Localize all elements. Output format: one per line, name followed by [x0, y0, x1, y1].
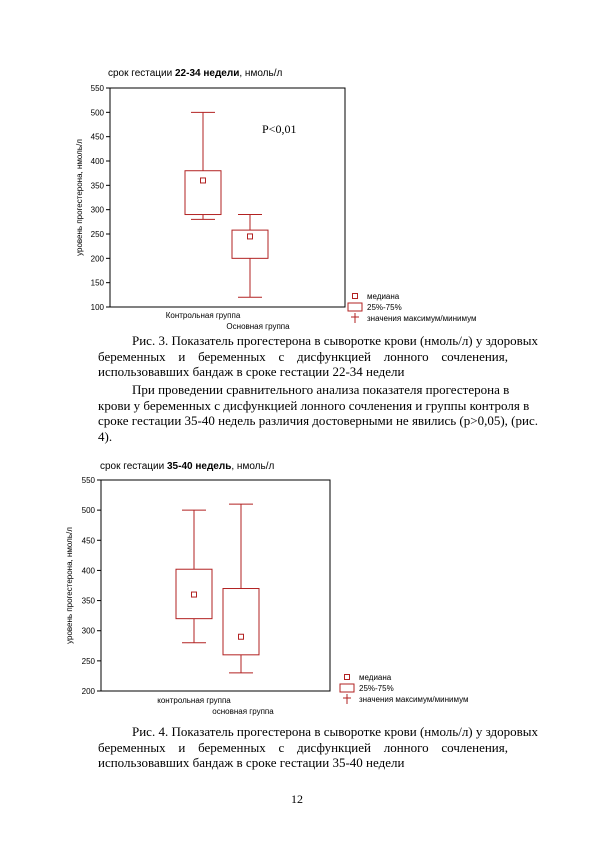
legend-whisker-label: значения максимум/минимум — [367, 314, 477, 323]
legend-box-label: 25%-75% — [359, 684, 394, 693]
y-tick-label: 250 — [90, 230, 104, 239]
y-tick-label: 450 — [90, 132, 104, 142]
y-tick-label: 550 — [81, 476, 95, 485]
y-tick-label: 350 — [90, 181, 104, 191]
chart-title-unit: , нмоль/л — [231, 461, 275, 472]
y-tick-label: 500 — [90, 108, 104, 118]
legend-box-swatch — [340, 684, 354, 692]
y-tick-label: 250 — [81, 656, 95, 666]
y-tick-label: 500 — [81, 506, 95, 516]
legend-median-label: медиана — [359, 673, 392, 682]
box-iqr — [176, 569, 212, 618]
y-tick-label: 350 — [81, 596, 95, 606]
y-tick-label: 550 — [90, 84, 104, 93]
caption-line: беременных и беременных с дисфункцией лонного сочленения, — [98, 739, 508, 755]
paragraph-line: крови у беременных с дисфункцией лонного сочленения и группы контроля в — [98, 397, 530, 413]
legend-box-swatch — [348, 303, 362, 311]
p-value-annotation: P<0,01 — [262, 122, 297, 136]
paragraph-line: 4). — [98, 428, 113, 444]
chart-title — [100, 461, 274, 472]
box-iqr — [223, 589, 259, 655]
y-tick-label: 100 — [90, 303, 104, 312]
chart-title-prefix: срок гестации — [100, 461, 167, 472]
figure-4-caption — [98, 724, 539, 771]
body-paragraph — [98, 382, 538, 444]
y-axis-label: уровень прогестерона, нмоль/л — [65, 527, 74, 644]
category-label: контрольная группа — [157, 696, 231, 705]
figure-3-boxplot — [0, 0, 594, 340]
category-label: Основная группа — [226, 322, 290, 331]
figure-4-boxplot — [0, 450, 594, 730]
chart-title-period: 35-40 недель — [166, 461, 232, 472]
figure-3-caption — [98, 333, 539, 380]
page-number: 12 — [291, 792, 303, 806]
median-marker — [192, 592, 197, 597]
legend-box-label: 25%-75% — [367, 303, 402, 312]
y-tick-label: 400 — [90, 157, 104, 166]
chart-title-period: 22-34 недели — [174, 68, 240, 79]
legend-median-swatch — [345, 675, 350, 680]
y-tick-label: 400 — [81, 566, 95, 576]
category-label: Контрольная группа — [165, 311, 241, 320]
caption-line: беременных и беременных с дисфункцией лонного сочленения, — [98, 348, 508, 364]
box-iqr — [185, 171, 221, 215]
caption-line: использовавших бандаж в сроке гестации 35-40 недели — [98, 755, 405, 770]
caption-line: Рис. 4. Показатель прогестерона в сыворотке крови (нмоль/л) у здоровых — [132, 724, 539, 739]
y-tick-label: 450 — [81, 536, 95, 546]
chart-title — [108, 68, 282, 79]
median-marker — [248, 234, 253, 239]
y-tick-label: 200 — [90, 254, 104, 264]
caption-line: использовавших бандаж в сроке гестации 22-34 недели — [98, 364, 405, 379]
legend-whisker-label: значения максимум/минимум — [359, 695, 469, 704]
paragraph-line: При проведении сравнительного анализа показателя прогестерона в — [132, 382, 510, 397]
caption-line: Рис. 3. Показатель прогестерона в сыворотке крови (нмоль/л) у здоровых — [132, 333, 539, 348]
y-tick-label: 150 — [90, 278, 104, 288]
y-tick-label: 200 — [81, 687, 95, 696]
legend-median-swatch — [353, 294, 358, 299]
chart-title-unit: , нмоль/л — [239, 68, 283, 79]
plot-frame — [101, 480, 330, 691]
legend-median-label: медиана — [367, 292, 400, 301]
plot-frame — [110, 88, 345, 307]
category-label: основная группа — [212, 707, 274, 716]
y-tick-label: 300 — [81, 626, 95, 636]
chart-title-prefix: срок гестации — [108, 68, 175, 79]
y-axis-label: уровень прогестерона, нмоль/л — [75, 139, 84, 256]
median-marker — [239, 634, 244, 639]
paragraph-line: сроке гестации 35-40 недель различия достоверными не явились (р>0,05), (рис. — [98, 413, 538, 428]
y-tick-label: 300 — [90, 205, 104, 215]
median-marker — [201, 178, 206, 183]
